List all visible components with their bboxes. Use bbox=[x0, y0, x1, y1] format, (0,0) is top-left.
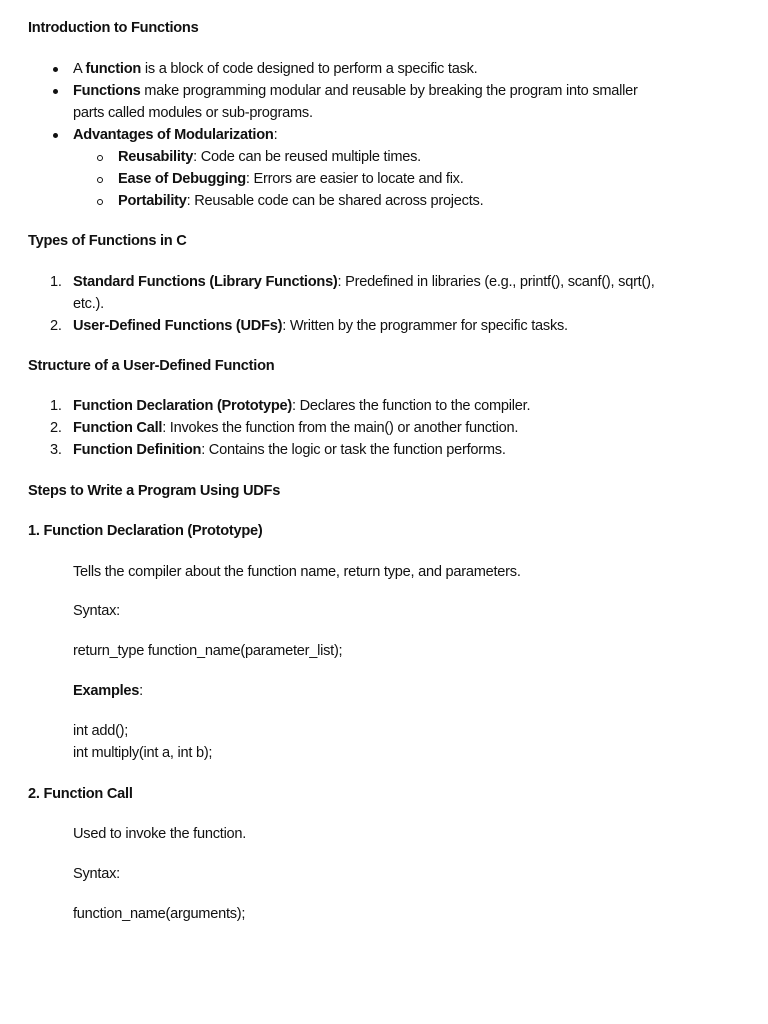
call-syntax: function_name(arguments); bbox=[73, 906, 246, 922]
types-item-2 bbox=[73, 316, 568, 336]
bullet-icon bbox=[53, 67, 58, 72]
call-syntax-label: Syntax: bbox=[73, 866, 120, 882]
text: : Code can be reused multiple times. bbox=[193, 149, 421, 165]
text: : bbox=[273, 127, 278, 143]
structure-item-3 bbox=[73, 440, 506, 460]
bold-term: User-Defined Functions (UDFs) bbox=[73, 318, 283, 334]
intro-bullet-3 bbox=[73, 125, 277, 145]
intro-bullet-1 bbox=[73, 59, 477, 79]
list-number: 1. bbox=[50, 274, 62, 290]
text: : Declares the function to the compiler. bbox=[292, 398, 531, 414]
declaration-syntax-label: Syntax: bbox=[73, 603, 120, 619]
types-item-1-continuation: etc.). bbox=[73, 296, 104, 312]
heading-function-call: 2. Function Call bbox=[28, 786, 133, 802]
heading-steps-udf: Steps to Write a Program Using UDFs bbox=[28, 483, 281, 499]
heading-function-declaration: 1. Function Declaration (Prototype) bbox=[28, 523, 263, 539]
list-number: 1. bbox=[50, 398, 62, 414]
hollow-bullet-icon bbox=[97, 199, 103, 205]
bold-term: Function Definition bbox=[73, 442, 202, 458]
bold-term: Functions bbox=[73, 83, 141, 99]
bold-term: Examples bbox=[73, 683, 140, 699]
heading-types-of-functions: Types of Functions in C bbox=[28, 233, 187, 249]
bold-term: Reusability bbox=[118, 149, 194, 165]
bold-term: Ease of Debugging bbox=[118, 171, 246, 187]
bullet-icon bbox=[53, 133, 58, 138]
hollow-bullet-icon bbox=[97, 155, 103, 161]
structure-item-1 bbox=[73, 396, 530, 416]
text: : bbox=[139, 683, 143, 699]
types-item-1 bbox=[73, 272, 655, 292]
example-line-1: int add(); bbox=[73, 723, 129, 739]
text: : Errors are easier to locate and fix. bbox=[245, 171, 464, 187]
list-number: 2. bbox=[50, 420, 62, 436]
structure-item-2 bbox=[73, 418, 518, 438]
text: is a block of code designed to perform a specific task. bbox=[141, 61, 478, 77]
text: make programming modular and reusable by breaking the program into smaller bbox=[140, 83, 638, 99]
text: : Contains the logic or task the function performs. bbox=[201, 442, 506, 458]
intro-bullet-2 bbox=[73, 81, 638, 101]
text: : Predefined in libraries (e.g., printf(), scanf(), sqrt(), bbox=[337, 274, 655, 290]
declaration-syntax: return_type function_name(parameter_list); bbox=[73, 643, 343, 659]
heading-introduction: Introduction to Functions bbox=[28, 20, 199, 36]
list-number: 2. bbox=[50, 318, 62, 334]
advantage-item-2 bbox=[118, 169, 464, 189]
bold-term: Function Call bbox=[73, 420, 163, 436]
bold-term: function bbox=[85, 61, 142, 77]
declaration-description: Tells the compiler about the function name, return type, and parameters. bbox=[73, 564, 521, 580]
list-number: 3. bbox=[50, 442, 62, 458]
bold-term: Portability bbox=[118, 193, 187, 209]
heading-structure-of-udf: Structure of a User-Defined Function bbox=[28, 358, 275, 374]
intro-bullet-2-continuation: parts called modules or sub-programs. bbox=[73, 105, 313, 121]
text: : Invokes the function from the main() or another function. bbox=[162, 420, 519, 436]
text: : Reusable code can be shared across projects. bbox=[186, 193, 484, 209]
bold-term: Standard Functions (Library Functions) bbox=[73, 274, 338, 290]
bold-term: Function Declaration (Prototype) bbox=[73, 398, 293, 414]
examples-label bbox=[73, 681, 143, 701]
hollow-bullet-icon bbox=[97, 177, 103, 183]
bold-term: Advantages of Modularization bbox=[73, 127, 274, 143]
bullet-icon bbox=[53, 89, 58, 94]
advantage-item-1 bbox=[118, 147, 421, 167]
call-description: Used to invoke the function. bbox=[73, 826, 247, 842]
example-line-2: int multiply(int a, int b); bbox=[73, 745, 213, 761]
text: A bbox=[73, 61, 86, 77]
advantage-item-3 bbox=[118, 191, 483, 211]
text: : Written by the programmer for specific tasks. bbox=[282, 318, 568, 334]
